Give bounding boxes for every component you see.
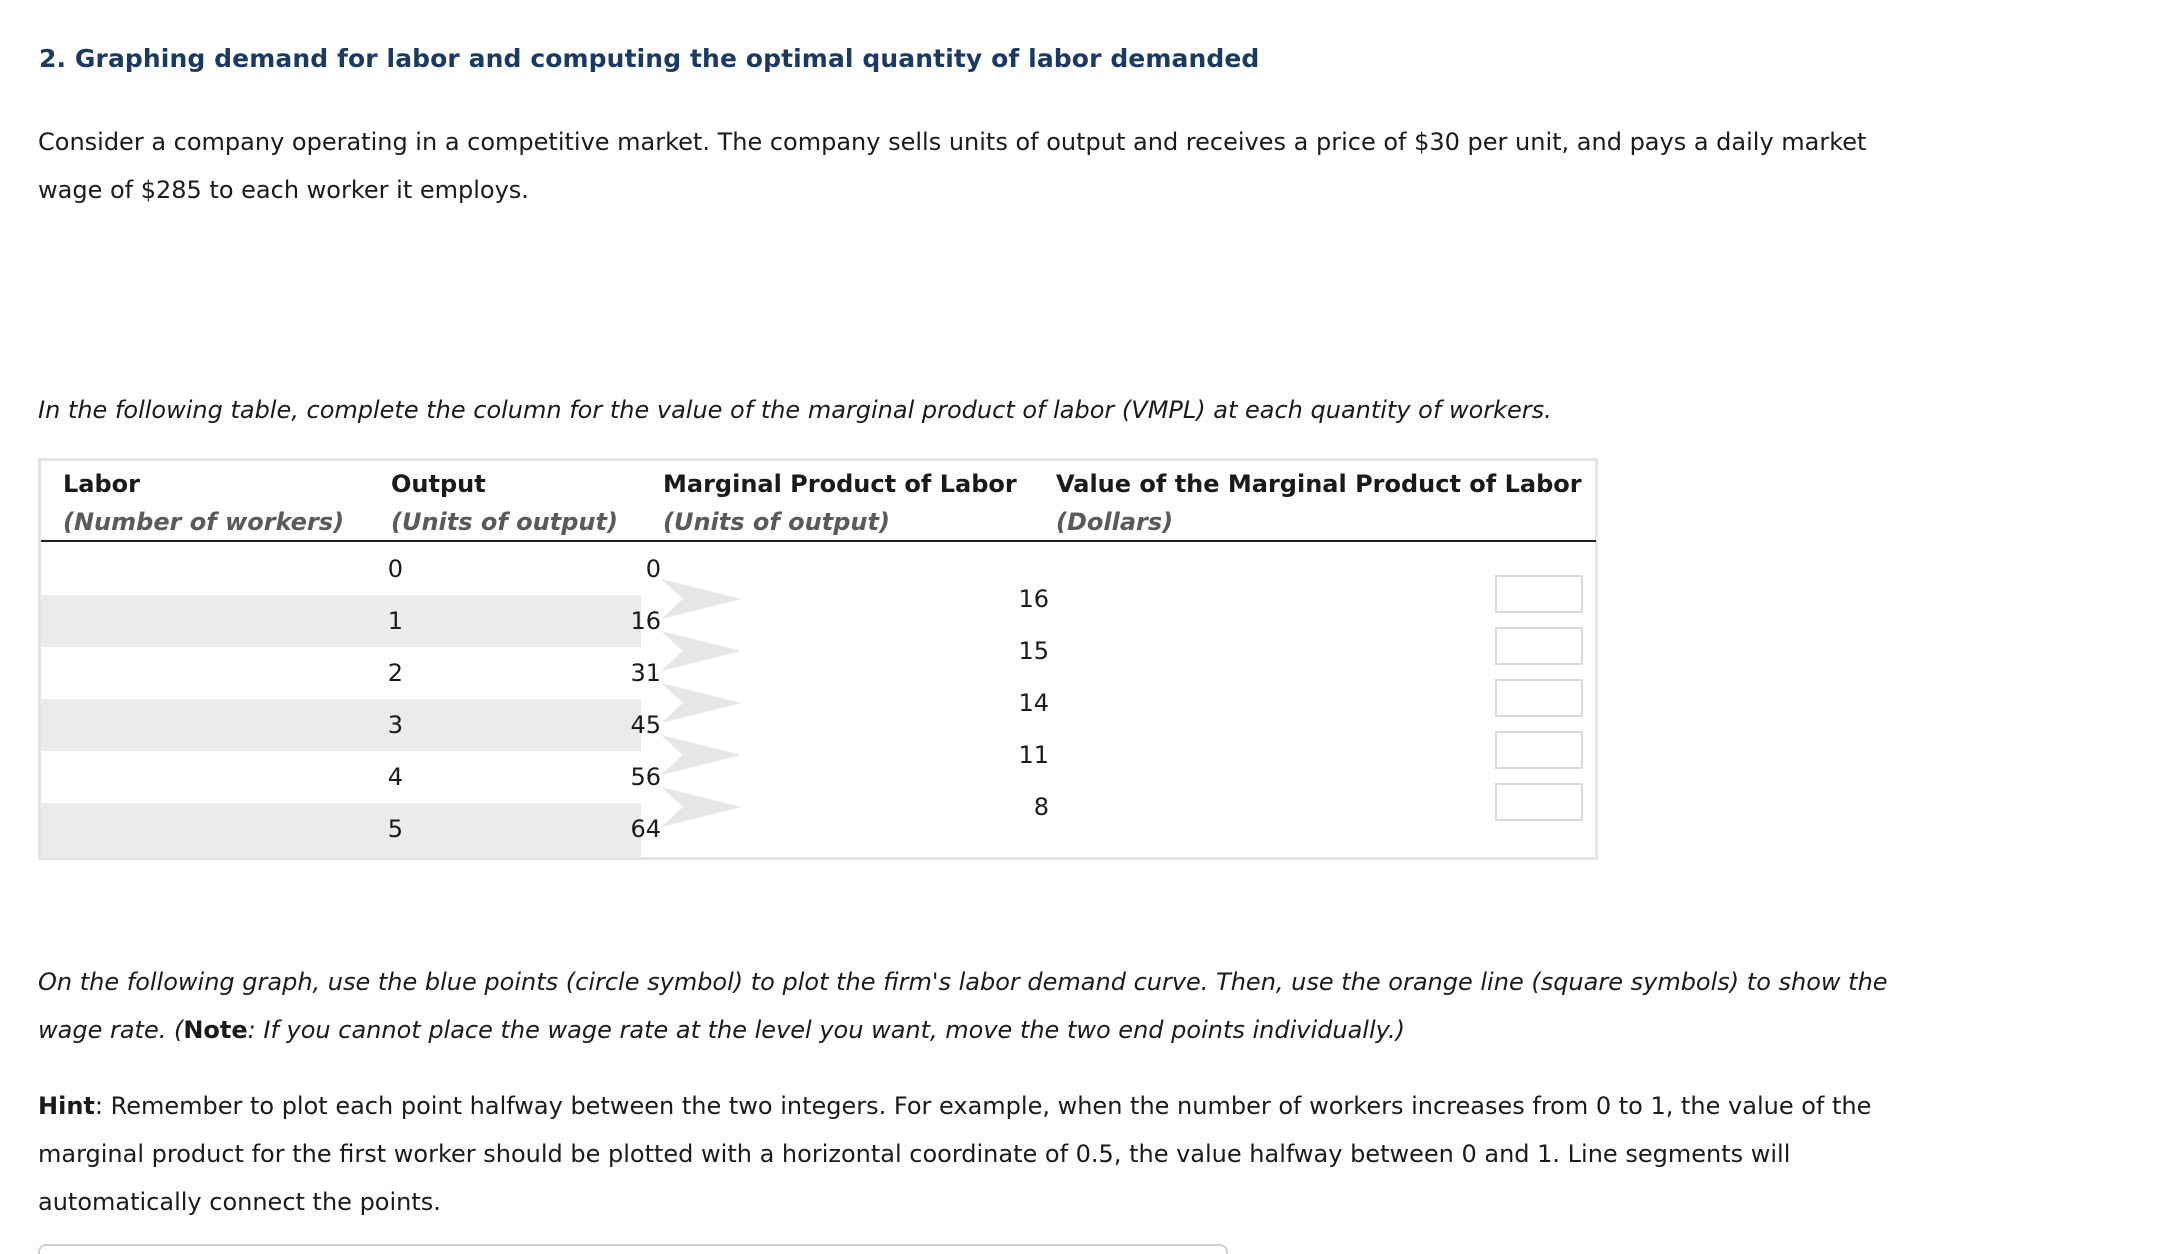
header-labor: Labor (Number of workers) (63, 470, 345, 536)
output-cell: 45 (630, 711, 661, 739)
intro-paragraph: Consider a company operating in a competitive market. The company sells units of output and receives a price of $30 per unit, and pays a daily market wage of $285 to each worker it employs. (38, 128, 1867, 204)
output-cell: 31 (630, 659, 661, 687)
vmpl-input[interactable] (1495, 627, 1583, 665)
chevron-right-icon (661, 731, 741, 779)
output-cell: 64 (630, 815, 661, 843)
header-mpl: Marginal Product of Labor (Units of output) (663, 470, 1017, 536)
mpl-cell: 8 (1033, 793, 1049, 821)
mpl-cell: 14 (1018, 689, 1049, 717)
output-cell: 56 (630, 763, 661, 791)
vmpl-input[interactable] (1495, 575, 1583, 613)
output-cell: 16 (630, 607, 661, 635)
row-shade (41, 699, 641, 751)
table-header (41, 461, 1595, 543)
mpl-cell: 16 (1018, 585, 1049, 613)
labor-cell: 5 (387, 815, 403, 843)
labor-cell: 3 (387, 711, 403, 739)
output-cell: 0 (645, 555, 661, 583)
row-shade (41, 803, 641, 857)
mpl-cell: 15 (1018, 637, 1049, 665)
chevron-right-icon (661, 627, 741, 675)
row-shade (41, 595, 641, 647)
mpl-cell: 11 (1018, 741, 1049, 769)
labor-cell: 2 (387, 659, 403, 687)
header-divider (41, 540, 1596, 542)
graph-panel-edge (38, 1244, 1228, 1254)
chevron-right-icon (661, 575, 741, 623)
header-vmpl: Value of the Marginal Product of Labor (Dollars) (1056, 470, 1582, 536)
vmpl-input[interactable] (1495, 783, 1583, 821)
question-title: 2. Graphing demand for labor and computing the optimal quantity of labor demanded (39, 44, 1260, 73)
vmpl-input[interactable] (1495, 731, 1583, 769)
labor-cell: 0 (387, 555, 403, 583)
table-instruction: In the following table, complete the column for the value of the marginal product of labor (VMPL) at each quantity of workers. (38, 396, 1552, 424)
graph-instruction: On the following graph, use the blue points (circle symbol) to plot the firm's labor demand curve. Then, use the orange line (square symbols) to show the wage rate. (Note: If you cannot place the wage rate at the level you want, move the two end points individually.) (38, 968, 1888, 1044)
chevron-right-icon (661, 783, 741, 831)
labor-cell: 1 (387, 607, 403, 635)
header-output: Output (Units of output) (391, 470, 618, 536)
hint-paragraph: Hint: Remember to plot each point halfway between the two integers. For example, when the number of workers increases from 0 to 1, the value of the marginal product for the first worker should be plotted with a horizontal coordinate of 0.5, the value halfway between 0 and 1. Line segments will automatically connect the points. (38, 1092, 1872, 1216)
chevron-right-icon (661, 679, 741, 727)
labor-cell: 4 (387, 763, 403, 791)
labor-table (38, 458, 1598, 860)
vmpl-input[interactable] (1495, 679, 1583, 717)
